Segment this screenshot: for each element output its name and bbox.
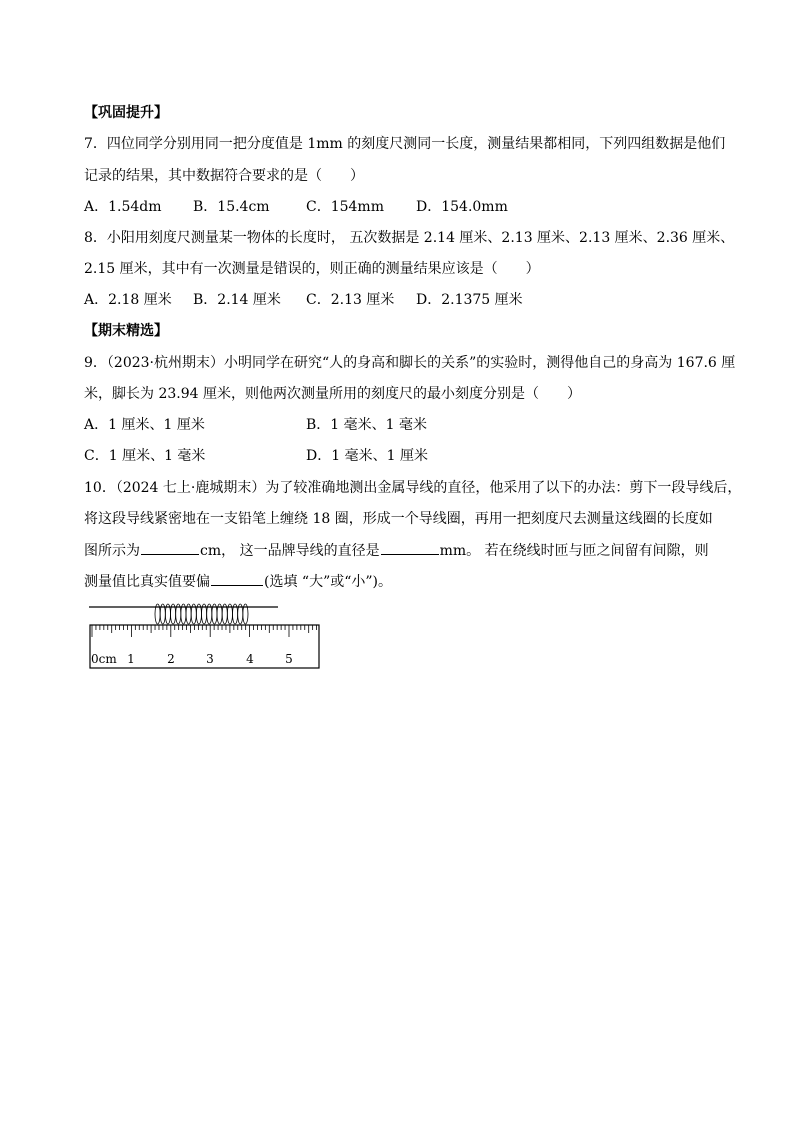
q7-option-b: B．15.4cm — [193, 199, 270, 215]
q7-option-a: A．1.54dm — [84, 199, 162, 215]
q10-line2: 将这段导线紧密地在一支铅笔上缠绕 18 圈，形成一个导线圈，再用一把刻度尺去测量这线圈的长度如 — [84, 511, 713, 527]
q10-line3-part2: cm， 这一品牌导线的直径是 — [200, 543, 380, 559]
q10-line3-part3: mm。 若在绕线时匝与匝之间留有间隙，则 — [439, 543, 709, 559]
heading-final: 【期末精选】 — [84, 323, 168, 339]
q9-option-a: A．1 厘米、1 厘米 — [84, 417, 205, 433]
answer-blank-bias[interactable] — [211, 571, 263, 586]
q7-option-d: D．154.0mm — [416, 199, 508, 215]
answer-blank-diameter[interactable] — [381, 540, 439, 555]
q10-line3 — [84, 540, 709, 561]
q8-line1: 8．小阳用刻度尺测量某一物体的长度时， 五次数据是 2.14 厘米、2.13 厘米、2.13 厘米、2.36 厘米、 — [84, 230, 735, 246]
q8-option-c: C．2.13 厘米 — [306, 292, 395, 308]
q9-line1: 9．（2023·杭州期末）小明同学在研究“人的身高和脚长的关系”的实验时，测得他自己的身高为 167.6 厘 — [84, 355, 736, 371]
q7-line2: 记录的结果，其中数据符合要求的是（ ） — [84, 168, 364, 184]
q8-option-a: A．2.18 厘米 — [84, 292, 172, 308]
q9-option-c: C．1 厘米、1 毫米 — [84, 448, 206, 464]
answer-blank-length[interactable] — [141, 540, 199, 555]
q7-line1: 7．四位同学分别用同一把分度值是 1mm 的刻度尺测同一长度，测量结果都相同，下列四组数据是他们 — [84, 136, 726, 152]
q10-line4-part2: (选填 “大”或“小”)。 — [264, 574, 393, 590]
q9-option-d: D．1 毫米、1 厘米 — [306, 448, 428, 464]
q8-option-d: D．2.1375 厘米 — [416, 292, 523, 308]
q10-line3-part1: 图所示为 — [84, 543, 140, 559]
ruler-label-0: 0cm — [91, 652, 117, 666]
ruler-label-5: 5 — [285, 652, 293, 666]
q10-line4-part1: 测量值比真实值要偏 — [84, 574, 210, 590]
q9-line2: 米，脚长为 23.94 厘米，则他两次测量所用的刻度尺的最小刻度分别是（ ） — [84, 386, 581, 402]
ruler-label-4: 4 — [246, 652, 254, 666]
heading-consolidate: 【巩固提升】 — [84, 105, 168, 121]
q10-line4 — [84, 571, 392, 592]
ruler-coil-figure — [86, 602, 326, 672]
q10-line1: 10．（2024 七上·鹿城期末）为了较准确地测出金属导线的直径，他采用了以下的办法：剪下一段导线后， — [84, 480, 742, 496]
q8-line2: 2.15 厘米，其中有一次测量是错误的，则正确的测量结果应该是（ ） — [84, 261, 540, 277]
ruler-label-2: 2 — [167, 652, 175, 666]
q7-option-c: C．154mm — [306, 199, 384, 215]
q8-option-b: B．2.14 厘米 — [193, 292, 281, 308]
q9-option-b: B．1 毫米、1 毫米 — [306, 417, 428, 433]
ruler-label-3: 3 — [206, 652, 214, 666]
ruler-label-1: 1 — [127, 652, 135, 666]
